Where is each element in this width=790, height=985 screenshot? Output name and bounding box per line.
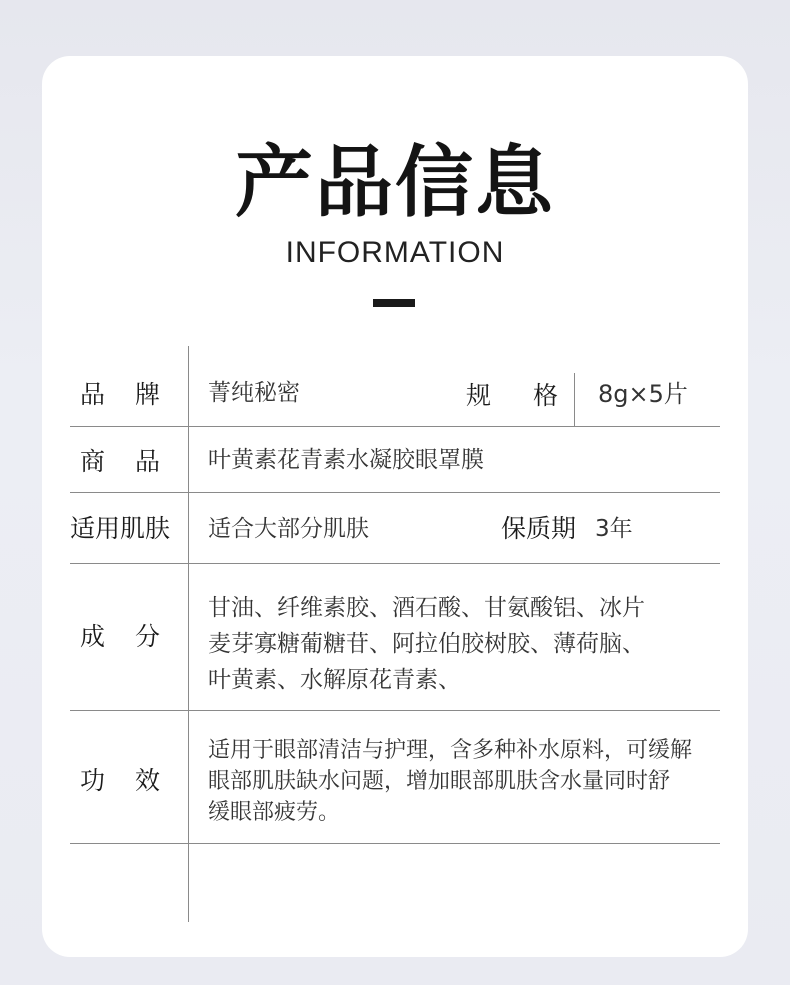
efficacy-label: 功 效 xyxy=(80,766,160,795)
table-row-divider xyxy=(70,843,720,844)
shelf-life-value: 3年 xyxy=(595,516,633,542)
page-subtitle: INFORMATION xyxy=(285,236,505,269)
table-column-divider xyxy=(188,346,189,922)
spec-column-divider xyxy=(574,373,575,427)
shelf-life-label: 保质期 xyxy=(501,514,577,543)
spec-label: 规 格 xyxy=(466,381,558,410)
table-row-divider xyxy=(70,492,720,493)
page-title: 产品信息 xyxy=(234,138,555,228)
spec-value: 8g×5片 xyxy=(598,380,688,408)
efficacy-line: 适用于眼部清洁与护理，含多种补水原料，可缓解 xyxy=(208,738,693,763)
table-row-divider xyxy=(70,710,720,711)
product-label: 商 品 xyxy=(80,447,160,476)
ingredients-line: 叶黄素、水解原花青素、 xyxy=(208,667,461,693)
title-divider xyxy=(373,299,415,307)
table-row-divider xyxy=(70,563,720,564)
ingredients-label: 成 分 xyxy=(80,622,160,651)
ingredients-value xyxy=(208,590,723,698)
skin-value: 适合大部分肌肤 xyxy=(208,516,369,542)
table-row-divider xyxy=(70,426,720,427)
brand-value: 菁纯秘密 xyxy=(208,380,300,406)
efficacy-value xyxy=(208,735,723,828)
product-value: 叶黄素花青素水凝胶眼罩膜 xyxy=(208,447,484,473)
efficacy-line: 眼部肌肤缺水问题，增加眼部肌肤含水量同时舒 xyxy=(208,769,671,794)
brand-label: 品 牌 xyxy=(80,380,160,409)
ingredients-line: 甘油、纤维素胶、酒石酸、甘氨酸铝、冰片 xyxy=(208,595,645,621)
ingredients-line: 麦芽寡糖葡糖苷、阿拉伯胶树胶、薄荷脑、 xyxy=(208,631,645,657)
skin-label: 适用肌肤 xyxy=(70,514,171,543)
efficacy-line: 缓眼部疲劳。 xyxy=(208,800,341,825)
